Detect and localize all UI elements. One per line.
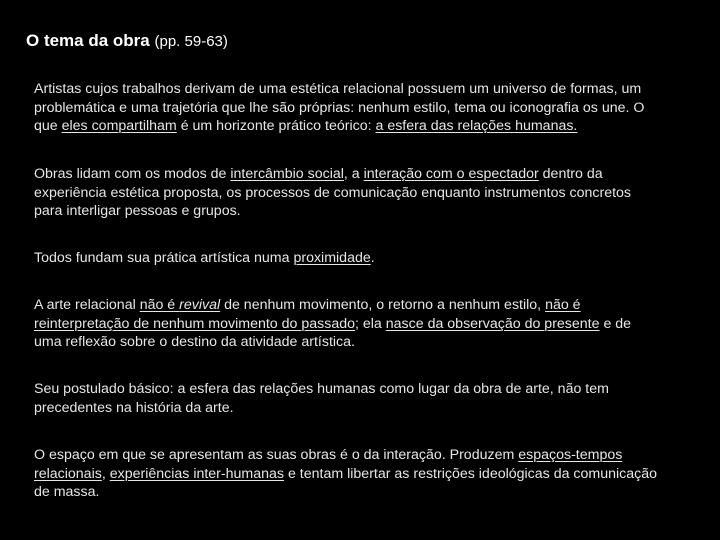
- text-segment: e de: [599, 315, 632, 332]
- text-segment: Todos fundam sua prática artística numa: [34, 250, 294, 266]
- paragraph-1-line-3: [34, 117, 720, 136]
- text-segment: O espaço em que se apresentam as suas obras é o da interação. Produzem: [34, 447, 519, 463]
- underlined-phrase: relacionais: [34, 465, 102, 482]
- title-pages: (pp. 59-63): [154, 33, 228, 50]
- paragraph-5-line-1: Seu postulado básico: a esfera das relações humanas como lugar da obra de arte, não tem: [34, 381, 609, 397]
- paragraph-3: [34, 249, 720, 268]
- text-segment: A arte relacional: [34, 297, 140, 313]
- paragraph-5: [34, 380, 720, 417]
- text-segment: de nenhum movimento, o retorno a nenhum estilo,: [220, 297, 546, 313]
- underlined-phrase: espaços-tempos: [518, 447, 623, 463]
- paragraph-3-line-1: [34, 249, 720, 268]
- underlined-phrase: proximidade: [293, 250, 371, 266]
- underlined-phrase: a esfera das relações humanas.: [375, 118, 578, 134]
- paragraph-2-line-1: [34, 165, 720, 184]
- paragraph-1-line-2: problemática e uma trajetória que lhe são próprias: nenhum estilo, tema ou iconografia os une. O: [34, 99, 645, 116]
- title-main: O tema da obra: [26, 31, 150, 50]
- paragraph-2-line-2: experiência estética proposta, os processos de comunicação enquanto instrumentos concretos: [34, 184, 632, 201]
- paragraph-2: [34, 165, 720, 221]
- underlined-phrase: não é: [545, 297, 581, 313]
- paragraph-5-line-2: precedentes na história da arte.: [34, 399, 234, 416]
- text-segment: que: [34, 118, 62, 134]
- text-segment: é um horizonte prático teórico:: [176, 118, 376, 134]
- paragraph-6-line-1: [34, 446, 720, 465]
- slide-title: [26, 31, 228, 51]
- underlined-phrase: intercâmbio social: [230, 166, 344, 182]
- paragraph-6-line-3: de massa.: [34, 484, 100, 500]
- text-segment: dentro da: [538, 166, 603, 182]
- paragraph-6: [34, 446, 720, 502]
- underlined-phrase: não é: [139, 297, 180, 313]
- paragraph-1-line-1: Artistas cujos trabalhos derivam de uma estética relacional possuem um universo de formas, um: [34, 81, 642, 97]
- paragraph-4-line-3: uma reflexão sobre o destino da atividade artística.: [34, 334, 355, 350]
- text-segment: ; ela: [355, 315, 386, 332]
- text-segment: e tentam libertar as restrições ideológicas da comunicação: [284, 465, 658, 482]
- text-segment: , a: [343, 166, 364, 182]
- paragraph-6-line-2: [34, 465, 720, 484]
- underlined-phrase: interação com o espectador: [363, 166, 539, 182]
- underlined-phrase: nasce da observação do presente: [385, 315, 600, 332]
- text-segment: ,: [101, 465, 110, 482]
- paragraph-4-line-1: [34, 296, 720, 315]
- text-segment: .: [370, 250, 375, 266]
- underlined-italic-phrase: revival: [179, 297, 221, 313]
- underlined-phrase: eles compartilham: [61, 118, 177, 134]
- underlined-phrase: experiências inter-humanas: [109, 465, 285, 482]
- paragraph-2-line-3: para interligar pessoas e grupos.: [34, 203, 241, 219]
- underlined-phrase: reinterpretação de nenhum movimento do passado: [34, 315, 355, 332]
- text-segment: Obras lidam com os modos de: [34, 166, 231, 182]
- paragraph-4-line-2: [34, 315, 720, 334]
- paragraph-1: [34, 80, 720, 136]
- paragraph-4: [34, 296, 720, 352]
